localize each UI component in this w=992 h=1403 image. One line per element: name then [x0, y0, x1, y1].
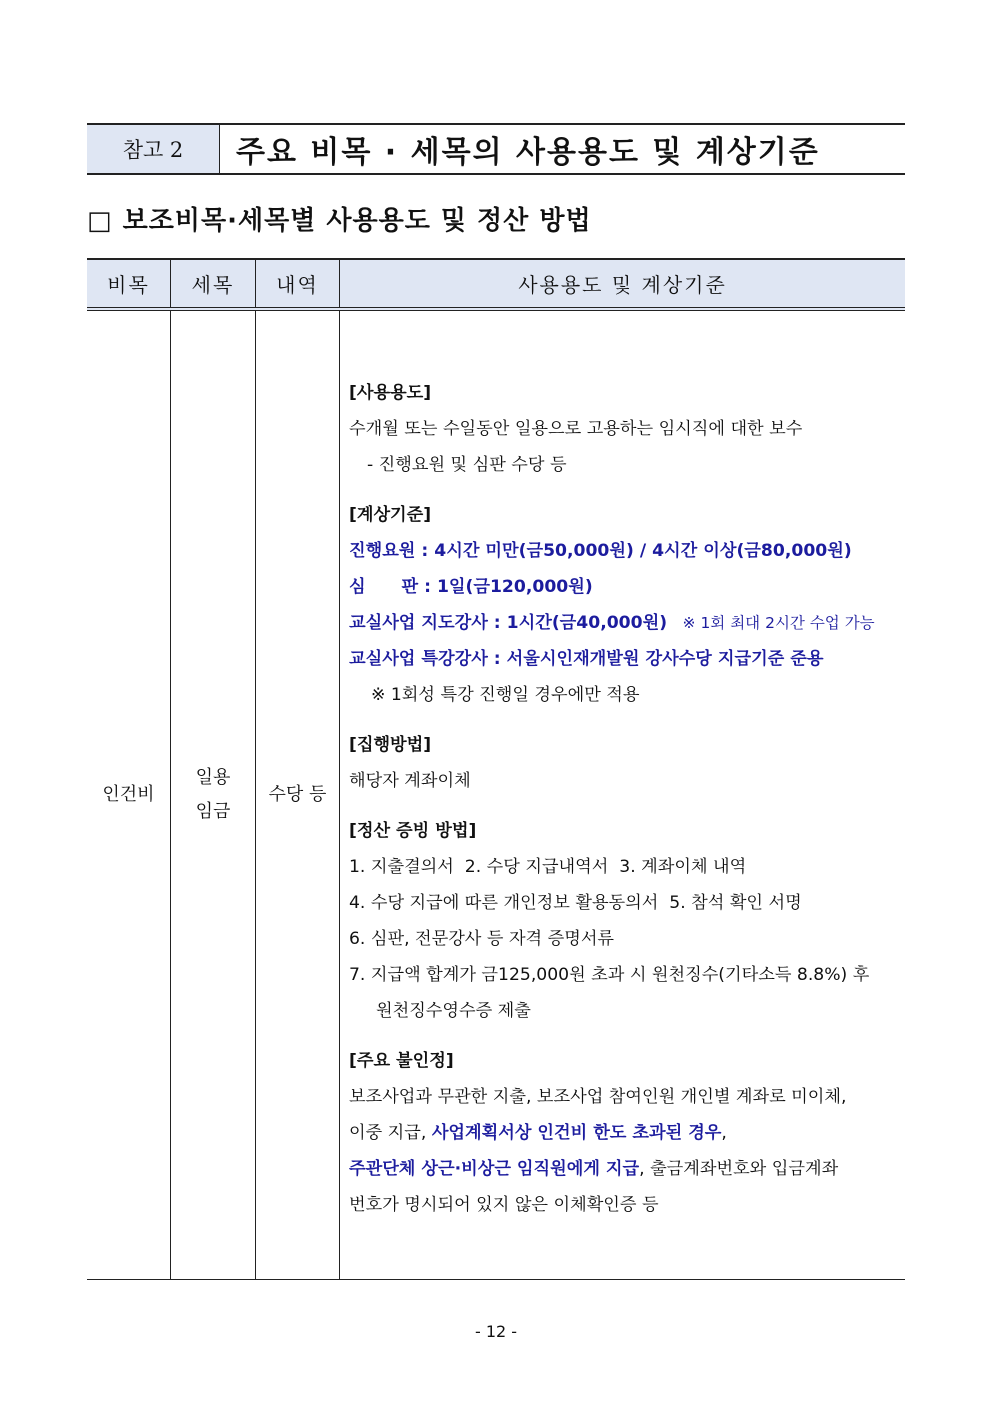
proof-item: 4. 수당 지급에 따른 개인정보 활용동의서 5. 참석 확인 서명 [349, 893, 802, 913]
improper-emphasis: 사업계획서상 인건비 한도 초과된 경우 [431, 1123, 722, 1143]
reference-tag: 참고 2 [87, 125, 220, 173]
proof-item-cont: 원천징수영수증 제출 [376, 1001, 531, 1021]
improper-text: 이중 지급, [349, 1123, 432, 1143]
criteria-note: ※ 1회 최대 2시간 수업 가능 [682, 614, 875, 632]
cell-bimok: 인건비 [87, 311, 171, 1279]
header-usage-criteria: 사용용도 및 계상기준 [518, 273, 727, 297]
exec-heading: [집행방법] [349, 735, 432, 755]
cell-semok-line1: 일용 [195, 767, 231, 788]
criteria-item: 교실사업 지도강사 : 1시간(금40,000원) [349, 613, 668, 633]
usage-line: 수개월 또는 수일동안 일용으로 고용하는 임시직에 대한 보수 [349, 419, 803, 439]
criteria-item: 진행요원 : 4시간 미만(금50,000원) / 4시간 이상(금80,000원) [349, 541, 852, 561]
section-heading: □ 보조비목·세목별 사용용도 및 정산 방법 [87, 206, 592, 236]
improper-line [349, 1151, 897, 1187]
table-row [87, 311, 905, 1280]
criteria-note: ※ 1회성 특강 진행일 경우에만 적용 [371, 685, 640, 705]
exec-line: 해당자 계좌이체 [349, 771, 471, 791]
cell-usage-criteria [340, 311, 905, 1279]
page-number: - 12 - [474, 1322, 518, 1341]
improper-text: , 출금계좌번호와 입금계좌 [639, 1159, 839, 1179]
improper-line: 번호가 명시되어 있지 않은 이체확인증 등 [349, 1195, 659, 1215]
criteria-heading: [계상기준] [349, 505, 432, 525]
proof-item: 7. 지급액 합계가 금125,000원 초과 시 원천징수(기타소득 8.8%) 후 [349, 965, 870, 985]
proof-item: 6. 심판, 전문강사 등 자격 증명서류 [349, 929, 615, 949]
proof-item: 1. 지출결의서 2. 수당 지급내역서 3. 계좌이체 내역 [349, 857, 747, 877]
improper-emphasis: 주관단체 상근·비상근 임직원에게 지급 [349, 1159, 640, 1179]
improper-text: , [721, 1123, 727, 1143]
usage-heading: [사용용도] [349, 383, 432, 403]
cell-naeyeok: 수당 등 [256, 311, 340, 1279]
header-bimok: 비목 [87, 260, 171, 307]
usage-subline: - 진행요원 및 심판 수당 등 [367, 455, 567, 475]
criteria-item: 심 판 : 1일(금120,000원) [349, 577, 593, 597]
title-banner [87, 123, 905, 175]
improper-line: 보조사업과 무관한 지출, 보조사업 참여인원 개인별 계좌로 미이체, [349, 1087, 847, 1107]
table-header-row [87, 258, 905, 311]
header-naeyeok: 내역 [256, 260, 340, 307]
improper-heading: [주요 불인정] [349, 1051, 454, 1071]
cell-semok-line2: 임금 [195, 801, 231, 822]
criteria-content [340, 311, 905, 1223]
improper-line [349, 1115, 897, 1151]
proof-heading: [정산 증빙 방법] [349, 821, 477, 841]
criteria-item-row [349, 605, 897, 641]
budget-table [87, 258, 905, 1280]
page-title: 주요 비목 · 세목의 사용용도 및 계상기준 [236, 135, 820, 170]
criteria-item: 교실사업 특강강사 : 서울시인재개발원 강사수당 지급기준 준용 [349, 649, 824, 669]
header-semok: 세목 [171, 260, 256, 307]
cell-semok [171, 311, 256, 1279]
